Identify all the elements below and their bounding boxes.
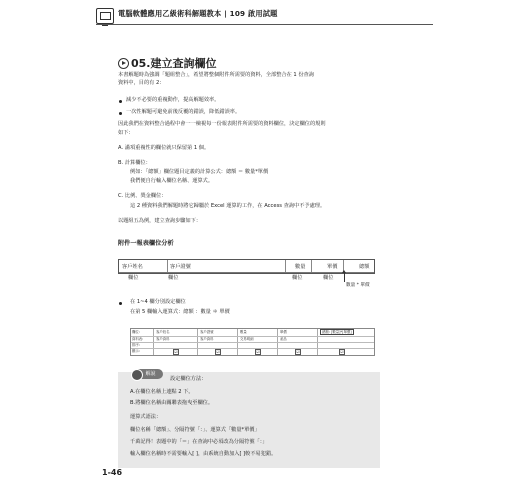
row-label-show: 顯示: [132, 349, 140, 353]
tag-field-4: 欄位 [323, 275, 334, 281]
steps-intro: 以題組五為例，建立查詢步驟如下： [118, 218, 202, 224]
grid-field-5-expression[interactable]: 總額: [數量]*[單價] [322, 330, 352, 334]
grid-field-4[interactable]: 單價 [280, 330, 287, 334]
row-label-sort: 排序: [132, 343, 140, 347]
grid-field-3[interactable]: 數量 [240, 330, 247, 334]
step-bullet-1: 在 1~4 欄分別設定欄位 [130, 299, 186, 305]
computer-icon [96, 8, 114, 24]
explanation-tag: 解說 [138, 369, 163, 379]
show-checkbox-2[interactable]: ☑ [216, 350, 220, 354]
rule-b: B. 計算欄位： [118, 160, 151, 166]
tag-field-3: 欄位 [292, 275, 303, 281]
bullet-icon [119, 112, 122, 115]
grid-table-2[interactable]: 客戶資料 [200, 337, 214, 341]
rule-c: C. 比例、獎金欄位： [118, 193, 167, 199]
intro-bullet-1: 減少不必要的重複動作，提高解題效率。 [126, 97, 220, 103]
header-divider [96, 24, 433, 25]
tag-field-1: 欄位 [128, 275, 139, 281]
arrow-head-icon [342, 270, 346, 273]
grid-field-1[interactable]: 客戶姓名 [156, 330, 170, 334]
note-title: 設定欄位方法： [170, 376, 207, 382]
show-checkbox-1[interactable]: ☑ [174, 350, 178, 354]
info-icon [131, 369, 143, 381]
intro-line-3: 因此我們在資料整合過程中會一一檢視每一份報表附件所需要的資料欄位，決定欄位的規則 [118, 121, 326, 127]
section-title: 05.建立查詢欄位 [131, 57, 217, 70]
header-title: 電腦軟體應用乙級術科解題教本 | 109 啟用試題 [118, 9, 278, 18]
rule-a: A. 滿項重複性的欄位就只保留第 1 個。 [118, 145, 210, 151]
rule-b-line-1: 例如：「總額」欄位題目定義的計算公式：總額 ＝ 數量*單價 [130, 169, 269, 175]
intro-line-4: 如下： [118, 130, 134, 136]
row-label-table: 資料表: [132, 337, 144, 341]
note-step-a: A.在欄位名稱上連點 2 下。 [130, 389, 194, 395]
bullet-icon [119, 100, 122, 103]
rule-b-line-2: 我們便自行輸入欄位名稱、運算式。 [130, 178, 214, 184]
query-design-grid [130, 328, 375, 356]
tag-field-2: 欄位 [168, 275, 179, 281]
field-total: 總額 [359, 264, 370, 270]
step-bullet-2: 在第 5 欄輸入運算式：總額 ：數量 ＊ 單價 [130, 309, 230, 315]
show-checkbox-4[interactable]: ☑ [296, 350, 300, 354]
rule-c-line-1: 這 2 種資料我們解題時將它歸屬於 Excel 運算的工作，在 Access 查詢中不予處理。 [130, 203, 326, 209]
note-step-b: B.將欄位名稱由關聯表拖曳至欄位。 [130, 400, 214, 406]
arrow-label: 數量 * 單價 [346, 283, 370, 288]
intro-line-2: 資料中，目的有 2： [118, 80, 165, 86]
arrow-up-icon [344, 273, 345, 282]
page-number: 1-46 [102, 468, 123, 477]
grid-table-3[interactable]: 交易明細 [240, 337, 254, 341]
analysis-title: 附件一報表欄位分析 [118, 240, 174, 247]
bullet-icon [119, 302, 122, 305]
row-label-field: 欄位: [132, 330, 140, 334]
grid-field-2[interactable]: 客戶證號 [200, 330, 214, 334]
field-quantity: 數量 [295, 264, 306, 270]
play-circle-icon [118, 58, 129, 69]
report-field-table [118, 259, 375, 274]
field-customer-name: 客戶姓名 [122, 264, 143, 270]
grid-table-4[interactable]: 產品 [280, 337, 287, 341]
note-syntax-title: 運算式語法： [130, 414, 162, 420]
note-syntax-2: 千萬記得！表題中的「＝」在查詢中必須改為分隔符號「：」 [130, 439, 268, 445]
show-checkbox-3[interactable]: ☑ [256, 350, 260, 354]
intro-bullet-2: 一次性解題可避免前後反覆的錯誤，降低錯誤率。 [126, 109, 241, 115]
note-syntax-1: 欄位名稱「總額」、分隔符號「：」、運算式「數量*單價」 [130, 427, 260, 433]
show-checkbox-5[interactable]: ☑ [340, 350, 344, 354]
field-unit-price: 單價 [327, 264, 338, 270]
grid-table-1[interactable]: 客戶資料 [156, 337, 170, 341]
field-customer-id: 客戶證號 [170, 264, 191, 270]
report-header-row [119, 260, 374, 273]
note-syntax-3: 輸入欄位名稱時不需要輸入[ ]，由系統自動加入[ ]較不易犯錯。 [130, 451, 277, 457]
intro-line-1: 本書解題時為強調「題組整合」，希望將整個附件所需要的資料，全部整合在 1 份查詢 [118, 72, 314, 78]
